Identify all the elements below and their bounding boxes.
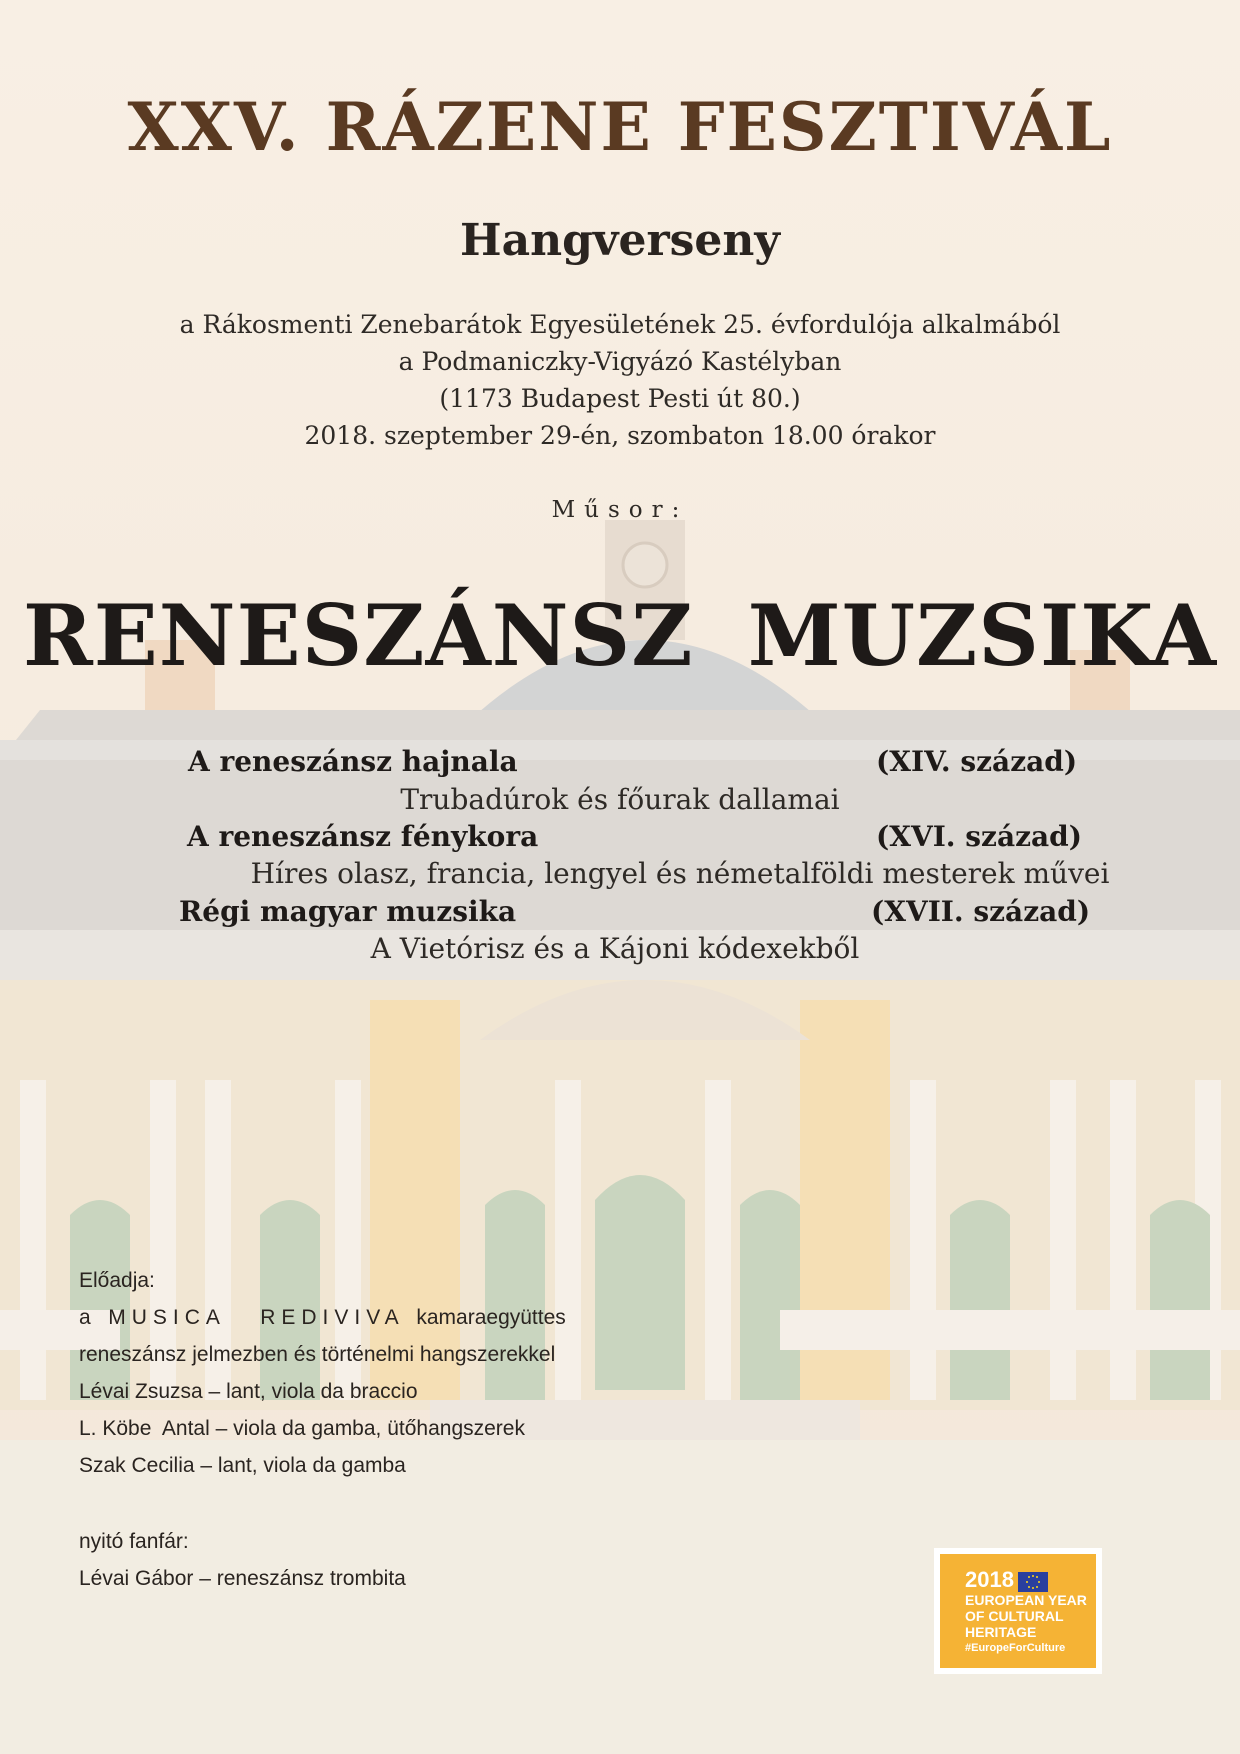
program-item-desc-2: Híres olasz, francia, lengyel és németalföldi mesterek művei [250, 857, 1110, 890]
ensemble-prefix: a [79, 1306, 91, 1329]
festival-title: XXV. RÁZENE FESZTIVÁL [127, 88, 1113, 166]
info-datetime: 2018. szeptember 29-én, szombaton 18.00 órakor [304, 421, 936, 450]
logo-line-3: HERITAGE [965, 1624, 1037, 1640]
performer-3: Szak Cecilia – lant, viola da gamba [79, 1454, 406, 1477]
program-label: Műsor: [551, 497, 689, 523]
logo-line-2: OF CULTURAL [965, 1608, 1064, 1624]
ensemble-suffix: kamaraegyüttes [416, 1306, 566, 1329]
fanfare-performer: Lévai Gábor – reneszánsz trombita [79, 1567, 406, 1590]
ensemble-name: MUSICA REDIVIVA [108, 1306, 405, 1329]
fanfare-label: nyitó fanfár: [79, 1530, 189, 1553]
info-occasion: a Rákosmenti Zenebarátok Egyesületének 25. évfordulója alkalmából [179, 310, 1061, 339]
program-headline: RENESZÁNSZ MUZSIKA [22, 586, 1218, 685]
logo-year: 2018 [965, 1567, 1014, 1592]
program-item-century-2: (XVI. század) [876, 820, 1082, 853]
info-address: (1173 Budapest Pesti út 80.) [439, 384, 801, 413]
program-item-desc-1: Trubadúrok és főurak dallamai [400, 783, 840, 816]
fanfare-section [79, 1523, 406, 1597]
info-venue: a Podmaniczky-Vigyázó Kastélyban [398, 347, 842, 376]
event-info [0, 306, 1240, 454]
program-item-title-2: A reneszánsz fénykora [187, 820, 539, 853]
european-heritage-logo [934, 1548, 1102, 1674]
performers-label: Előadja: [79, 1269, 155, 1292]
performers-section [79, 1262, 566, 1484]
performers-note: reneszánsz jelmezben és történelmi hangszerekkel [79, 1343, 556, 1366]
program-item-century-1: (XIV. század) [876, 745, 1078, 778]
performer-1: Lévai Zsuzsa – lant, viola da braccio [79, 1380, 418, 1403]
program-item-desc-3: A Vietórisz és a Kájoni kódexekből [370, 932, 860, 965]
program-item-title-3: Régi magyar muzsika [179, 895, 517, 928]
program-item-century-3: (XVII. század) [871, 895, 1091, 928]
program-item-title-1: A reneszánsz hajnala [188, 745, 518, 778]
concert-subtitle: Hangverseny [460, 215, 780, 266]
ensemble-line [79, 1299, 566, 1336]
performer-2: L. Köbe Antal – viola da gamba, ütőhangszerek [79, 1417, 525, 1440]
logo-line-1: EUROPEAN YEAR [965, 1592, 1087, 1608]
logo-hashtag: #EuropeForCulture [965, 1642, 1066, 1654]
